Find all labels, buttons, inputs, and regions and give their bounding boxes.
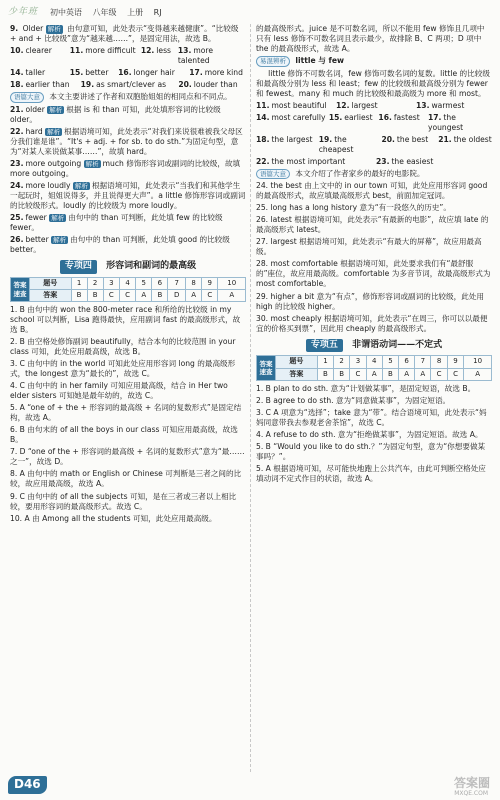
term: 上册	[127, 7, 144, 17]
answer-item-27r: 27. largest 根据语境可知，此处表示“有最大的屏幕”，故应用最高级。	[256, 237, 482, 257]
grade: 八年级	[92, 7, 117, 17]
sec5-item-5: 5. B “Would you like to do sth.？”为固定句型，意为“你想要做某事吗？”。	[256, 441, 486, 461]
main-idea-2: 语篇大意 本文介绍了作者家乡的最好的电影院。	[256, 169, 492, 180]
sec4-item-6: 6. B 由句末的 of all the boys in our class 可知应用最高级，故选 B。	[10, 425, 238, 445]
easy-wrong-text: little 修饰不可数名词，few 修饰可数名词的复数。little 的比较级和最高级分别为 less 和 least；few 的比较级和最高级分别为 fewer 和 fewest。many 和 much 的比较级和最高级为 more 和 most。	[256, 68, 490, 98]
answer-item-29r: 29. higher a bit 意为“有点”，修饰形容词或副词的比较级，此处用 high 的比较级 higher。	[256, 291, 484, 311]
answer-item-26: 26. better 解析 由句中的 than 可判断，此处填 good 的比较级 better。	[10, 234, 230, 254]
sec4-item-2: 2. B 由空格处修饰副词 beautifully，结合本句的比较范围 in your class 可知，此处应用最高级，故选 B。	[10, 337, 236, 357]
analysis-tag: 解析	[47, 25, 61, 33]
answer-item-26r: 26. latest 根据语境可知，此处表示“有最新的电影”，故应填 late 的最高级形式 latest。	[256, 215, 489, 235]
sec4-item-9: 9. C 由句中的 of all the subjects 可知，是在三者或三者以上相比较，要用形容词的最高级形式。故选 C。	[10, 491, 237, 511]
section-4-title: 专项四 形容词和副词的最高级	[10, 260, 246, 274]
answer-table-5: 答案速查 题号 1 2 3 4 5 6 7 8 9 10 答案 B B C A B A A C C A	[256, 355, 492, 380]
answer-item-25: 25. fewer 解析 由句中的 than 可判断，此处填 few 的比较级 fewer。	[10, 212, 223, 232]
answer-item-24: 24. more loudly 解析 根据语境可知，此处表示“当我们和其他学生一起玩时，姐姐说得多，并且说得更大声”。a little 修饰形容词或副词的比较级形式。loudly 的比较级为 more loudly。	[10, 180, 246, 210]
answer-item-28r: 28. most comfortable 根据语境可知，此处要求我们有“最舒服的”座位，故应用最高级。comfortable 为多音节词，故最高级形式为 most comfortable。	[256, 259, 491, 289]
brand-logo: 少年班	[8, 7, 39, 18]
page-number: D46	[8, 776, 47, 794]
watermark-url: MXQE.COM	[454, 790, 488, 798]
answer-row-14: 14. taller 15. better 16. longer hair 17. more kind	[10, 68, 243, 78]
sec5-item-1: 1. B plan to do sth. 意为“计划做某事”，是固定短语，故选 B。	[256, 383, 476, 393]
answer-item-22: 22. hard 解析 根据语境可知，此处表示“对我们来说很难被我父母区分我们谁是谁”。“It's + adj. + for sb. to do sth.”为固定句型，意为“对某人来说做某事……”，故填 hard。	[10, 126, 243, 156]
watermark-logo: 答案圈	[453, 776, 490, 791]
answer-speed-label: 答案速查	[11, 277, 30, 301]
sec4-item-1: 1. B 由句中的 won the 800-meter race 和所给的比较级 in my school 可以判断，Lisa 跑得最快，应用副词 fast 的最高级形式，故选 B。	[10, 305, 241, 335]
section-5-title: 专项五 非谓语动词——不定式	[256, 339, 492, 353]
column-divider	[250, 24, 251, 772]
answer-row-18r: 18. the largest 19. the cheapest 20. the best 21. the oldest	[256, 134, 492, 154]
left-column	[10, 24, 246, 772]
easy-wrong-note: 易混辨析 little 与 few	[256, 56, 492, 67]
answer-row-22r: 22. the most important 23. the easiest	[256, 156, 434, 166]
sec4-item-4: 4. C 由句中的 in her family 可知应用最高级，结合 in Her two elder sisters 可知她是最年幼的，故选 C。	[10, 381, 228, 401]
main-idea-1: 语篇大意 本文主要讲述了作者和双胞胎姐姐的相同点和不同点。	[10, 92, 246, 103]
page-header	[8, 4, 170, 22]
answer-row-14r: 14. most carefully 15. earliest 16. fastest 17. the youngest	[256, 112, 464, 132]
answer-item-21: 21. older 解析 根据 is 和 than 可知，此处填形容词的比较级 older。	[10, 104, 221, 124]
answer-row-10: 10. clearer 11. more difficult 12. less 13. more talented	[10, 46, 214, 66]
sec4-item-3: 3. C 由句中的 in the world 可知此处应用形容词 long 的最高级形式，the longest 意为“最长的”，故选 C。	[10, 359, 236, 379]
answer-item-25r: 25. long has a long history 意为“有一段悠久的历史”。	[256, 203, 451, 213]
answer-table-4: 答案速查 题号 1 2 3 4 5 6 7 8 9 10 答案 B B C C A B D A C A	[10, 277, 246, 302]
continued-text: 的最高级形式。juice 是不可数名词，所以不能用 few 修饰且几项中只有 less 修饰不可数名词且表示最少，故排除 B、C 两项；D 项中 the 的最高级形式，故选 A。	[256, 24, 485, 54]
sec4-item-5: 5. A “one of + the + 形容词的最高级 + 名词的复数形式”是固定结构，故选 A。	[10, 403, 242, 423]
main-idea-tag: 语篇大意	[10, 92, 44, 103]
right-column	[256, 24, 492, 772]
sec5-item-4: 4. A refuse to do sth. 意为“拒绝做某事”，为固定短语。故选 A。	[256, 429, 483, 439]
sec4-item-7: 7. D “one of the + 形容词的最高级 + 名词的复数形式”意为“最……之一”，故选 D。	[10, 447, 245, 467]
answer-item-24r: 24. the best 由上文中的 in our town 可知，此处应用形容词 good 的最高级形式，故应填最高级形式 best，前面加定冠词。	[256, 181, 488, 201]
answer-row-11: 11. most beautiful 12. largest 13. warmest	[256, 100, 465, 110]
sec5-item-5a: 5. A 根据语境可知，尽可能快地跑上公共汽车，由此可判断空格处应填动词不定式作目的状语，故选 A。	[256, 464, 486, 484]
answer-item-9: 9. Older 解析 由句意可知，此处表示“变得越来越健康”。“比较级 + and + 比较级”意为“越来越……”，是固定用法，故选 B。	[10, 24, 239, 44]
sec4-item-10: 10. A 由 Among all the students 可知，此处应用最高级。	[10, 513, 217, 523]
subject: 初中英语	[50, 7, 83, 17]
sec5-item-2: 2. B agree to do sth. 意为“同意做某事”，为固定短语。	[256, 395, 451, 405]
answer-row-18: 18. earlier than 19. as smart/clever as 20. louder than	[10, 80, 238, 90]
sec5-item-3: 3. C A 项意为“选择”；take 意为“带”。结合语境可知，此处表示“妈妈同意带我去参观老舍茶馆”，故选 C。	[256, 407, 487, 427]
book-info	[50, 8, 170, 19]
edition: RJ	[153, 7, 162, 17]
answer-item-23: 23. more outgoing 解析 much 修饰形容词或副词的比较级，故填 more outgoing。	[10, 158, 241, 178]
answer-item-30r: 30. most cheaply 根据语境可知，此处表示“在周三，你可以以最便宜的价格买到票”，因此用 cheaply 的最高级形式。	[256, 313, 488, 333]
easy-wrong-tag: 易混辨析	[256, 56, 290, 67]
sec4-item-8: 8. A 由句中的 math or English or Chinese 可判断是三者之间的比较，故应用最高级，故选 A。	[10, 469, 242, 489]
